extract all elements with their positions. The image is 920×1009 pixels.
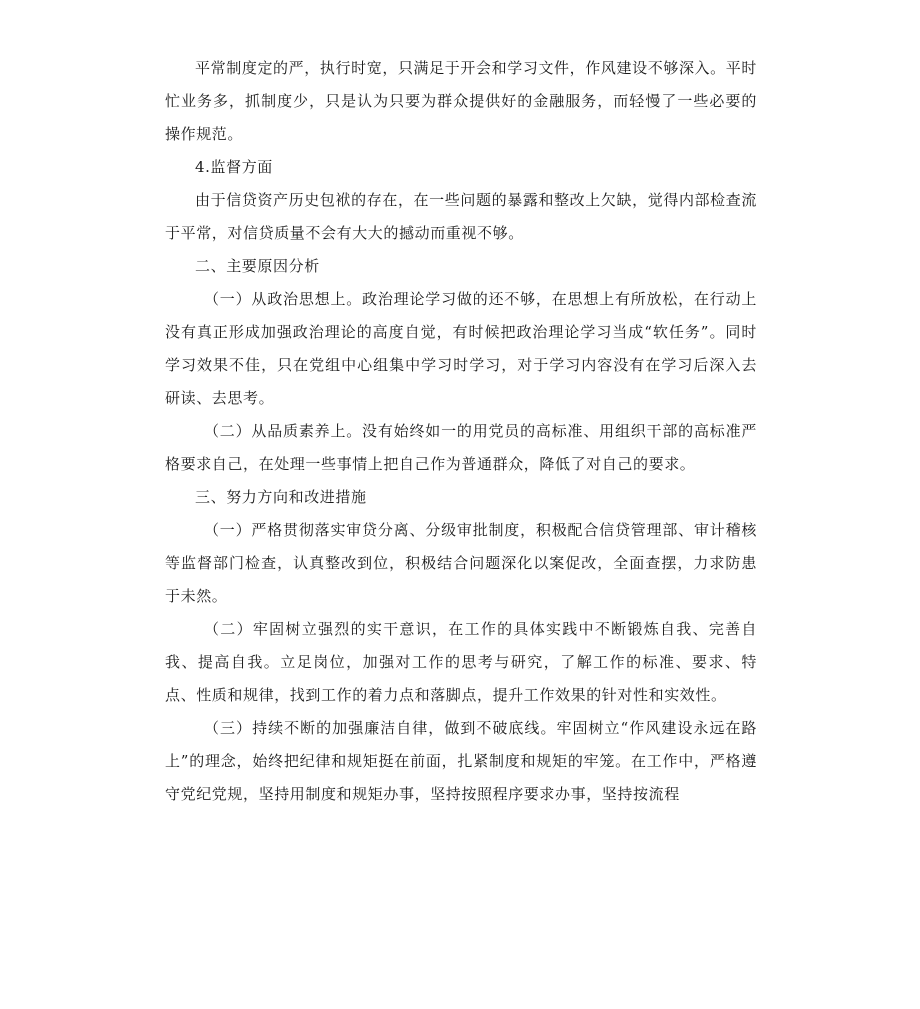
heading-supervision: 4.监督方面 bbox=[195, 158, 273, 176]
paragraph-credit-assets: 由于信贷资产历史包袱的存在，在一些问题的暴露和整改上欠缺，觉得内部检查流于平常，对信贷质量不会有大大的撼动而重视不够。 bbox=[165, 191, 757, 242]
paragraph-character-quality: （二）从品质素养上。没有始终如一的用党员的高标准、用组织干部的高标准严格要求自己，在处理一些事情上把自己作为普通群众，降低了对自己的要求。 bbox=[165, 422, 757, 473]
paragraph-measure-3: （三）持续不断的加强廉洁自律，做到不破底线。牢固树立“作风建设永远在路上”的理念，始终把纪律和规矩挺在前面，扎紧制度和规矩的牢笼。在工作中，严格遵守党纪党规，坚持用制度和规矩办事，坚持按照程序要求办事，坚持按流程 bbox=[165, 719, 757, 803]
paragraph-political-thought: （一）从政治思想上。政治理论学习做的还不够，在思想上有所放松，在行动上没有真正形成加强政治理论的高度自觉，有时候把政治理论学习当成“软任务”。同时学习效果不佳，只在党组中心组集中学习时学习，对于学习内容没有在学习后深入去研读、去思考。 bbox=[165, 290, 757, 407]
paragraph-measure-2: （二）牢固树立强烈的实干意识，在工作的具体实践中不断锻炼自我、完善自我、提高自我。立足岗位，加强对工作的思考与研究，了解工作的标准、要求、特点、性质和规律，找到工作的着力点和落脚点，提升工作效果的针对性和实效性。 bbox=[165, 620, 757, 704]
paragraph-work-style: 平常制度定的严，执行时宽，只满足于开会和学习文件，作风建设不够深入。平时忙业务多，抓制度少，只是认为只要为群众提供好的金融服务，而轻慢了一些必要的操作规范。 bbox=[165, 59, 757, 143]
document-page bbox=[165, 52, 757, 811]
paragraph-measure-1: （一）严格贯彻落实审贷分离、分级审批制度，积极配合信贷管理部、审计稽核等监督部门检查，认真整改到位，积极结合问题深化以案促改，全面查摆，力求防患于未然。 bbox=[165, 521, 757, 605]
heading-main-causes: 二、主要原因分析 bbox=[195, 257, 320, 275]
heading-improvement-measures: 三、努力方向和改进措施 bbox=[195, 488, 367, 506]
